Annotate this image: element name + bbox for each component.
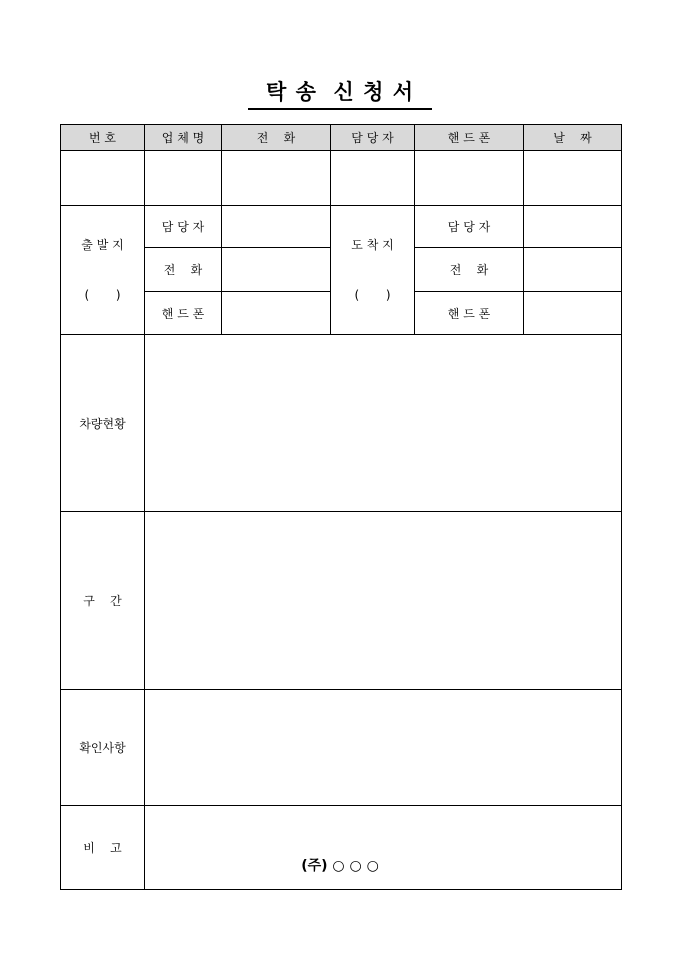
remarks-row xyxy=(61,806,622,890)
route-row xyxy=(61,512,622,690)
confirmation-row xyxy=(61,690,622,806)
confirmation-label: 확인사항 xyxy=(61,690,145,806)
header-row xyxy=(61,125,622,151)
vehicle-status-label: 차량현황 xyxy=(61,335,145,512)
departure-mobile-label: 핸 드 폰 xyxy=(145,292,222,335)
departure-phone-label: 전 화 xyxy=(145,248,222,292)
vehicle-status-row xyxy=(61,335,622,512)
date-cell[interactable] xyxy=(524,151,622,206)
departure-manager-value[interactable] xyxy=(222,206,331,248)
vehicle-status-content[interactable] xyxy=(145,335,622,512)
confirmation-content[interactable] xyxy=(145,690,622,806)
arrival-mobile-label: 핸 드 폰 xyxy=(415,292,524,335)
arrival-label: 도 착 지 xyxy=(351,238,394,252)
arrival-mobile-value[interactable] xyxy=(524,292,622,335)
arrival-label-cell xyxy=(331,206,415,335)
header-phone: 전 화 xyxy=(222,125,331,151)
remarks-content[interactable] xyxy=(145,806,622,890)
company-footer: (주) ○ ○ ○ xyxy=(301,858,379,874)
departure-mobile-value[interactable] xyxy=(222,292,331,335)
remarks-label: 비 고 xyxy=(61,806,145,890)
arrival-manager-value[interactable] xyxy=(524,206,622,248)
form-title: 탁 송 신 청 서 xyxy=(248,78,432,110)
departure-phone-value[interactable] xyxy=(222,248,331,292)
departure-paren: ( ) xyxy=(84,288,121,302)
arrival-paren: ( ) xyxy=(354,288,391,302)
arrival-phone-value[interactable] xyxy=(524,248,622,292)
header-date: 날 짜 xyxy=(524,125,622,151)
departure-label: 출 발 지 xyxy=(81,238,124,252)
arrival-phone-label: 전 화 xyxy=(415,248,524,292)
delivery-request-form xyxy=(60,124,622,890)
phone-cell[interactable] xyxy=(222,151,331,206)
company-cell[interactable] xyxy=(145,151,222,206)
departure-manager-label: 담 당 자 xyxy=(145,206,222,248)
route-content[interactable] xyxy=(145,512,622,690)
mobile-cell[interactable] xyxy=(415,151,524,206)
location-row-1 xyxy=(61,206,622,248)
header-manager: 담 당 자 xyxy=(331,125,415,151)
header-mobile: 핸 드 폰 xyxy=(415,125,524,151)
manager-cell[interactable] xyxy=(331,151,415,206)
departure-label-cell xyxy=(61,206,145,335)
header-company: 업 체 명 xyxy=(145,125,222,151)
route-label: 구 간 xyxy=(61,512,145,690)
number-cell[interactable] xyxy=(61,151,145,206)
arrival-manager-label: 담 당 자 xyxy=(415,206,524,248)
header-number: 번 호 xyxy=(61,125,145,151)
entry-row xyxy=(61,151,622,206)
